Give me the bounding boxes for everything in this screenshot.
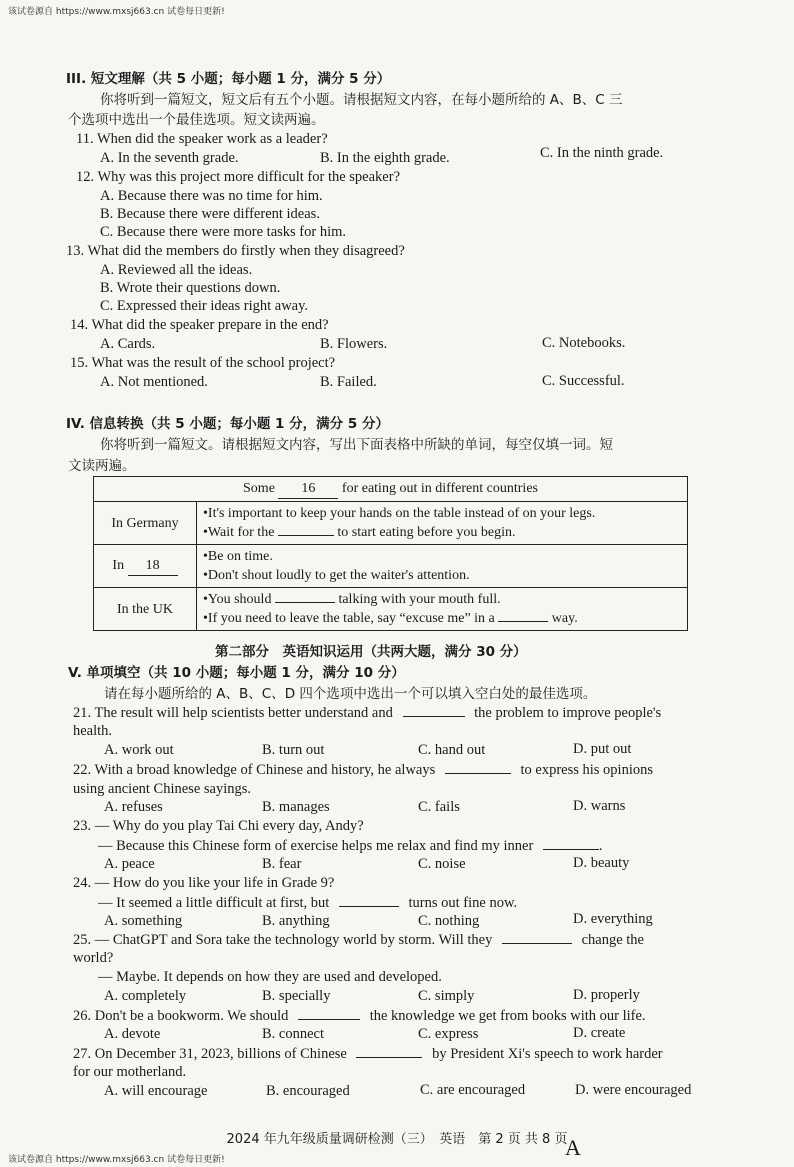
blank-19: [275, 590, 335, 603]
blank-17: [278, 523, 334, 536]
q26-option-c: C. express: [418, 1026, 479, 1042]
question-27: [73, 1045, 663, 1063]
section-4-instruction-1: 你将听到一篇短文。请根据短文内容，写出下面表格中所缺的单词，每空仅填一词。短: [100, 437, 613, 453]
part-2-title: 第二部分 英语知识运用（共两大题，满分 30 分）: [215, 644, 527, 660]
q26-option-a: A. devote: [104, 1026, 161, 1042]
blank-20: [498, 609, 548, 622]
q15-option-b: B. Failed.: [320, 374, 377, 390]
q21-text-b: the problem to improve people's: [474, 705, 662, 721]
question-11: 11. When did the speaker work as a leader?: [76, 131, 328, 147]
row18-line-1: •Be on time.: [203, 549, 273, 564]
row-content-uk: [197, 588, 688, 631]
section-3-title: III. 短文理解（共 5 小题；每小题 1 分，满分 5 分）: [66, 71, 391, 87]
section-4-instruction-2: 文读两遍。: [68, 458, 136, 474]
q22-option-a: A. refuses: [104, 799, 163, 815]
q22-text-a: 22. With a broad knowledge of Chinese and history, he always: [73, 762, 436, 778]
q25-option-d: D. properly: [573, 987, 640, 1003]
q21-text-a: 21. The result will help scientists better understand and: [73, 705, 393, 721]
q21-option-a: A. work out: [104, 742, 174, 758]
q14-option-b: B. Flowers.: [320, 336, 388, 352]
header-text-pre: Some: [243, 481, 275, 496]
q25-option-c: C. simply: [418, 988, 475, 1004]
q27-option-b: B. encouraged: [266, 1083, 350, 1099]
blank-18: 18: [128, 556, 178, 576]
q25-blank: [502, 931, 572, 944]
q15-option-a: A. Not mentioned.: [100, 374, 208, 390]
q12-option-a: A. Because there was no time for him.: [100, 188, 323, 204]
q25-option-a: A. completely: [104, 988, 187, 1004]
uk-line-2-pre: •If you need to leave the table, say “excuse me” in a: [203, 611, 495, 626]
q27-continued: for our motherland.: [73, 1064, 187, 1080]
table-header-row: [94, 477, 688, 502]
uk-line-2: [203, 609, 681, 628]
q12-option-b: B. Because there were different ideas.: [100, 206, 320, 222]
question-24: 24. — How do you like your life in Grade 9?: [73, 875, 335, 891]
question-14: 14. What did the speaker prepare in the end?: [70, 317, 329, 333]
q23-text-b: — Because this Chinese form of exercise helps me relax and find my inner: [98, 838, 534, 854]
q25-response: — Maybe. It depends on how they are used and developed.: [98, 969, 442, 985]
question-13: 13. What did the members do firstly when they disagreed?: [66, 243, 405, 259]
q11-option-c: C. In the ninth grade.: [540, 145, 664, 161]
q27-text-a: 27. On December 31, 2023, billions of Chinese: [73, 1046, 347, 1062]
info-transfer-table: [93, 476, 688, 631]
q25-text-b: change the: [581, 932, 644, 948]
section-4-title: IV. 信息转换（共 5 小题；每小题 1 分，满分 5 分）: [66, 416, 389, 432]
q22-option-b: B. manages: [262, 799, 330, 815]
section-3-instruction-1: 你将听到一篇短文，短文后有五个小题。请根据短文内容，在每小题所给的 A、B、C 三: [100, 92, 623, 108]
row-label-germany: In Germany: [94, 502, 197, 545]
q21-option-d: D. put out: [573, 741, 632, 757]
q24-option-b: B. anything: [262, 913, 330, 929]
q24-response: [98, 894, 517, 912]
corner-handwritten-mark: A: [565, 1135, 581, 1160]
q24-blank: [339, 894, 399, 907]
q26-option-d: D. create: [573, 1025, 626, 1041]
germany-line-2: [203, 523, 681, 542]
q27-blank: [356, 1045, 422, 1058]
q27-option-d: D. were encouraged: [575, 1082, 692, 1098]
q27-option-a: A. will encourage: [104, 1083, 208, 1099]
germany-line-2-post: to start eating before you begin.: [337, 525, 516, 540]
header-text-post: for eating out in different countries: [341, 481, 538, 496]
germany-line-1: •It's important to keep your hands on the table instead of on your legs.: [203, 506, 596, 521]
q27-option-c: C. are encouraged: [420, 1082, 526, 1098]
q23-option-b: B. fear: [262, 856, 302, 872]
q11-option-a: A. In the seventh grade.: [100, 150, 239, 166]
uk-line-1-post: talking with your mouth full.: [338, 592, 501, 607]
q15-option-c: C. Successful.: [542, 373, 625, 389]
blank-16: 16: [278, 479, 338, 499]
q11-option-b: B. In the eighth grade.: [320, 150, 450, 166]
row-content-18: [197, 545, 688, 588]
q24-text-b2: turns out fine now.: [408, 895, 518, 911]
table-row-18: [94, 545, 688, 588]
table-row-germany: [94, 502, 688, 545]
q26-option-b: B. connect: [262, 1026, 325, 1042]
q14-option-a: A. Cards.: [100, 336, 156, 352]
q22-blank: [445, 761, 511, 774]
row-label-uk: In the UK: [94, 588, 197, 631]
section-5-title: V. 单项填空（共 10 小题；每小题 1 分，满分 10 分）: [68, 665, 405, 681]
q25-text-a: 25. — ChatGPT and Sora take the technology world by storm. Will they: [73, 932, 493, 948]
row-content-germany: [197, 502, 688, 545]
q24-text-b1: — It seemed a little difficult at first, but: [98, 895, 330, 911]
q24-option-a: A. something: [104, 913, 183, 929]
q26-blank: [298, 1007, 360, 1020]
q13-option-a: A. Reviewed all the ideas.: [100, 262, 253, 278]
row-label-18: [94, 545, 197, 588]
q21-option-c: C. hand out: [418, 742, 486, 758]
q26-text-b: the knowledge we get from books with our life.: [369, 1008, 646, 1024]
question-12: 12. Why was this project more difficult for the speaker?: [76, 169, 401, 185]
q13-option-b: B. Wrote their questions down.: [100, 280, 281, 296]
uk-line-2-post: way.: [551, 611, 578, 626]
q21-option-b: B. turn out: [262, 742, 325, 758]
table-header-cell: [94, 477, 688, 502]
page-footer: 2024 年九年级质量调研检测（三） 英语 第 2 页 共 8 页: [226, 1132, 568, 1147]
table-row-uk: [94, 588, 688, 631]
q22-option-d: D. warns: [573, 798, 626, 814]
q21-blank: [403, 704, 465, 717]
question-15: 15. What was the result of the school project?: [70, 355, 336, 371]
section-3-instruction-2: 个选项中选出一个最佳选项。短文读两遍。: [68, 112, 325, 128]
q26-text-a: 26. Don't be a bookworm. We should: [73, 1008, 289, 1024]
q21-continued: health.: [73, 723, 113, 739]
question-21: [73, 704, 661, 722]
q23-response: — Because this Chinese form of exercise helps me relax and find my inner .: [98, 838, 603, 854]
question-25: [73, 931, 644, 949]
uk-line-1-pre: •You should: [203, 592, 272, 607]
q22-continued: using ancient Chinese sayings.: [73, 781, 252, 797]
q27-text-b: by President Xi's speech to work harder: [432, 1046, 663, 1062]
q12-option-c: C. Because there were more tasks for him.: [100, 224, 347, 240]
row-label-18-pre: In: [112, 558, 125, 573]
q23-option-c: C. noise: [418, 856, 466, 872]
q24-option-c: C. nothing: [418, 913, 480, 929]
q23-option-a: A. peace: [104, 856, 155, 872]
section-5-instruction: 请在每小题所给的 A、B、C、D 四个选项中选出一个可以填入空白处的最佳选项。: [104, 686, 597, 702]
question-23: 23. — Why do you play Tai Chi every day, Andy?: [73, 818, 364, 834]
q23-blank: [543, 837, 599, 850]
germany-line-2-pre: •Wait for the: [203, 525, 275, 540]
question-22: [73, 761, 653, 779]
q24-option-d: D. everything: [573, 911, 653, 927]
watermark-top: 该试卷源自 https://www.mxsj663.cn 试卷每日更新!: [8, 7, 225, 17]
q23-option-d: D. beauty: [573, 855, 630, 871]
q22-option-c: C. fails: [418, 799, 460, 815]
row18-line-2: •Don't shout loudly to get the waiter's attention.: [203, 568, 470, 583]
q25-option-b: B. specially: [262, 988, 331, 1004]
uk-line-1: [203, 590, 681, 609]
q22-text-b: to express his opinions: [520, 762, 654, 778]
q25-continued: world?: [73, 950, 114, 966]
q14-option-c: C. Notebooks.: [542, 335, 626, 351]
watermark-bottom: 该试卷源自 https://www.mxsj663.cn 试卷每日更新!: [8, 1155, 225, 1165]
question-26: [73, 1007, 646, 1025]
q13-option-c: C. Expressed their ideas right away.: [100, 298, 309, 314]
